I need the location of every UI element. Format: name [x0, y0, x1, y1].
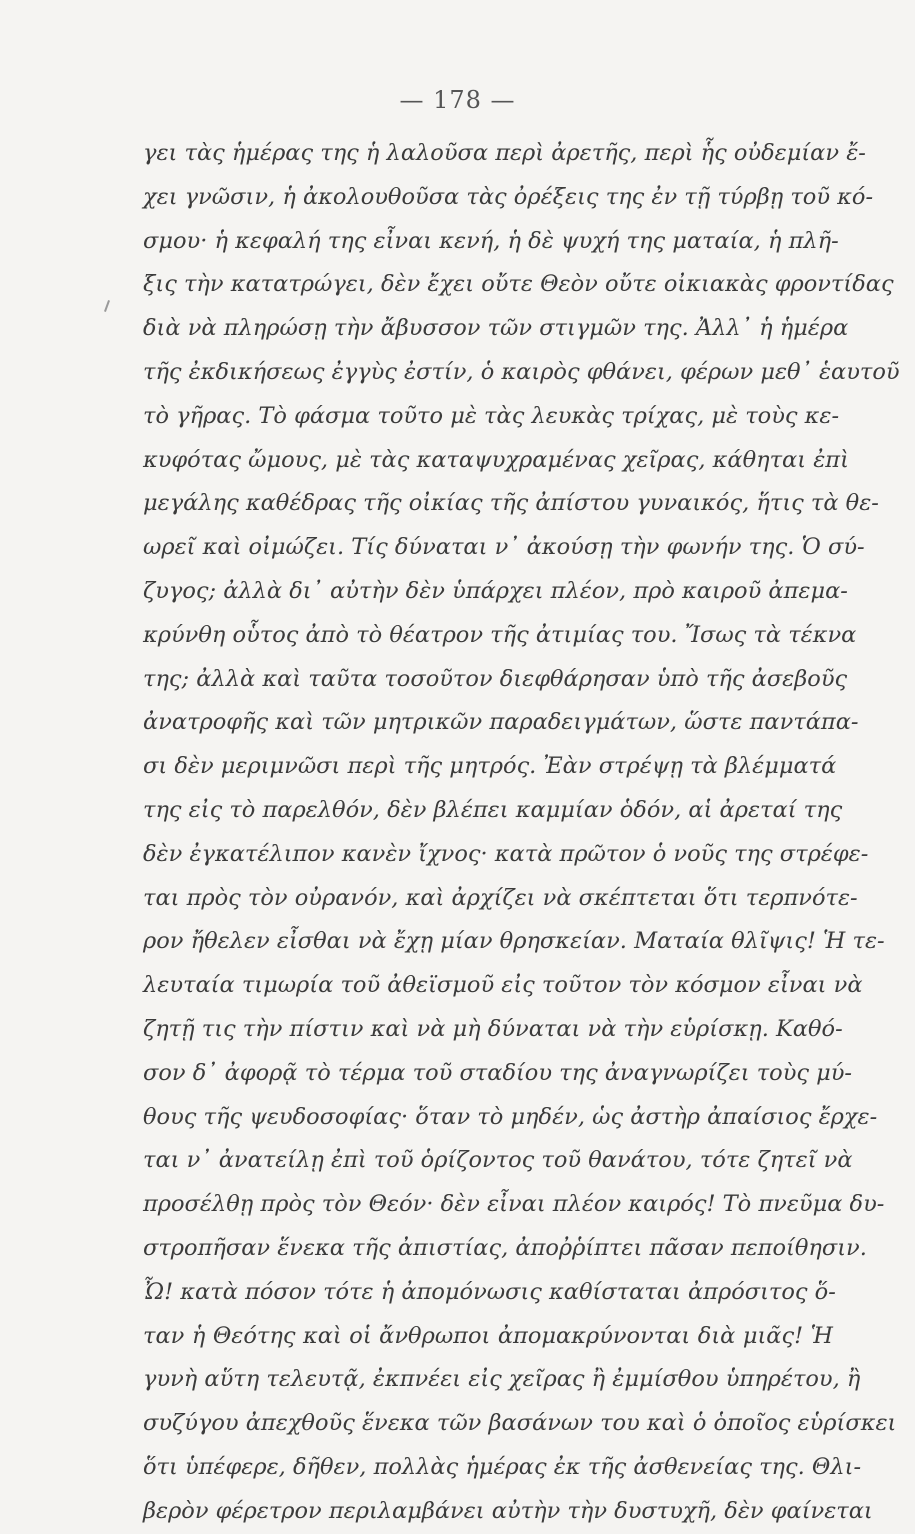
text-line: ωρεῖ καὶ οἰμώζει. Τίς δύναται ν᾽ ἀκούσῃ τὴν φωνήν της. Ὁ σύ- — [143, 534, 865, 561]
text-line: σι δὲν μεριμνῶσι περὶ τῆς μητρός. Ἐὰν στρέψῃ τὰ βλέμματά — [143, 753, 837, 780]
text-line: ὅτι ὑπέφερε, δῆθεν, πολλὰς ἡμέρας ἐκ τῆς ἀσθενείας της. Θλι- — [143, 1453, 862, 1480]
text-line: γει τὰς ἡμέρας της ἡ λαλοῦσα περὶ ἀρετῆς, περὶ ἧς οὐδεμίαν ἔ- — [143, 140, 866, 166]
text-line: ταν ἡ Θεότης καὶ οἱ ἄνθρωποι ἀπομακρύνονται διὰ μιᾶς! Ἡ — [143, 1322, 833, 1349]
text-line: τῆς ἐκδικήσεως ἐγγὺς ἐστίν, ὁ καιρὸς φθάνει, φέρων μεθ᾽ ἑαυτοῦ — [143, 358, 900, 385]
margin-mark — [104, 300, 110, 312]
text-line: Ὦ! κατὰ πόσον τότε ἡ ἀπομόνωσις καθίσταται ἀπρόσιτος ὅ- — [143, 1278, 836, 1305]
text-line: δὲν ἐγκατέλιπον κανὲν ἴχνος· κατὰ πρῶτον ὁ νοῦς της στρέφε- — [143, 840, 869, 867]
text-line: βερὸν φέρετρον περιλαμβάνει αὐτὴν τὴν δυστυχῆ, δὲν φαίνεται — [143, 1497, 873, 1524]
text-line: κυφότας ὤμους, μὲ τὰς καταψυχραμένας χεῖρας, κάθηται ἐπὶ — [143, 446, 849, 473]
page-number: — 178 — — [399, 86, 516, 114]
text-line: σον δ᾽ ἀφορᾷ τὸ τέρμα τοῦ σταδίου της ἀναγνωρίζει τοὺς μύ- — [143, 1059, 853, 1086]
text-line: προσέλθῃ πρὸς τὸν Θεόν· δὲν εἶναι πλέον καιρός! Τὸ πνεῦμα δυ- — [143, 1191, 885, 1218]
text-line: ζυγος; ἀλλὰ δι᾽ αὐτὴν δὲν ὑπάρχει πλέον, πρὸ καιροῦ ἀπεμα- — [143, 577, 848, 604]
text-line: ἀνατροφῆς καὶ τῶν μητρικῶν παραδειγμάτων, ὥστε παντάπα- — [143, 709, 859, 736]
text-line: ξις τὴν κατατρώγει, δὲν ἔχει οὔτε Θεὸν οὔτε οἰκιακὰς φροντίδας — [143, 271, 894, 298]
text-line: της; ἀλλὰ καὶ ταῦτα τοσοῦτον διεφθάρησαν ὑπὸ τῆς ἀσεβοῦς — [143, 665, 848, 692]
text-line: της εἰς τὸ παρελθόν, δὲν βλέπει καμμίαν ὁδόν, αἱ ἀρεταί της — [143, 796, 843, 823]
text-line: τὸ γῆρας. Τὸ φάσμα τοῦτο μὲ τὰς λευκὰς τρίχας, μὲ τοὺς κε- — [143, 402, 840, 429]
text-line: στροπῆσαν ἕνεκα τῆς ἀπιστίας, ἀποῤῥίπτει πᾶσαν πεποίθησιν. — [143, 1234, 867, 1261]
text-line: λευταία τιμωρία τοῦ ἀθεϊσμοῦ εἰς τοῦτον τὸν κόσμον εἶναι νὰ — [143, 972, 863, 999]
text-line: χει γνῶσιν, ἡ ἀκολουθοῦσα τὰς ὀρέξεις της ἐν τῇ τύρβῃ τοῦ κό- — [143, 183, 874, 210]
text-line: γυνὴ αὕτη τελευτᾷ, ἐκπνέει εἰς χεῖρας ἢ ἐμμίσθου ὑπηρέτου, ἢ — [143, 1366, 861, 1393]
body-text — [143, 132, 900, 1534]
text-line: θους τῆς ψευδοσοφίας· ὅταν τὸ μηδέν, ὡς ἀστὴρ ἀπαίσιος ἔρχε- — [143, 1103, 878, 1130]
text-line: ρον ἤθελεν εἶσθαι νὰ ἔχῃ μίαν θρησκείαν. Ματαία θλῖψις! Ἡ τε- — [143, 928, 885, 955]
text-line: ται πρὸς τὸν οὐρανόν, καὶ ἀρχίζει νὰ σκέπτεται ὅτι τερπνότε- — [143, 884, 858, 911]
text-line: μεγάλης καθέδρας τῆς οἰκίας τῆς ἀπίστου γυναικός, ἥτις τὰ θε- — [143, 490, 879, 517]
text-line: ζητῇ τις τὴν πίστιν καὶ νὰ μὴ δύναται νὰ τὴν εὑρίσκῃ. Καθό- — [143, 1015, 843, 1042]
text-line: ται ν᾽ ἀνατείλῃ ἐπὶ τοῦ ὁρίζοντος τοῦ θανάτου, τότε ζητεῖ νὰ — [143, 1147, 853, 1174]
text-line: κρύνθη οὗτος ἀπὸ τὸ θέατρον τῆς ἀτιμίας του. Ἴσως τὰ τέκνα — [143, 621, 857, 648]
text-line: διὰ νὰ πληρώσῃ τὴν ἄβυσσον τῶν στιγμῶν της. Ἀλλ᾽ ἡ ἡμέρα — [143, 315, 849, 342]
text-line: σμου· ἡ κεφαλή της εἶναι κενή, ἡ δὲ ψυχή της ματαία, ἡ πλῆ- — [143, 227, 839, 254]
text-line: συζύγου ἀπεχθοῦς ἕνεκα τῶν βασάνων του καὶ ὁ ὁποῖος εὑρίσκει — [143, 1410, 897, 1437]
